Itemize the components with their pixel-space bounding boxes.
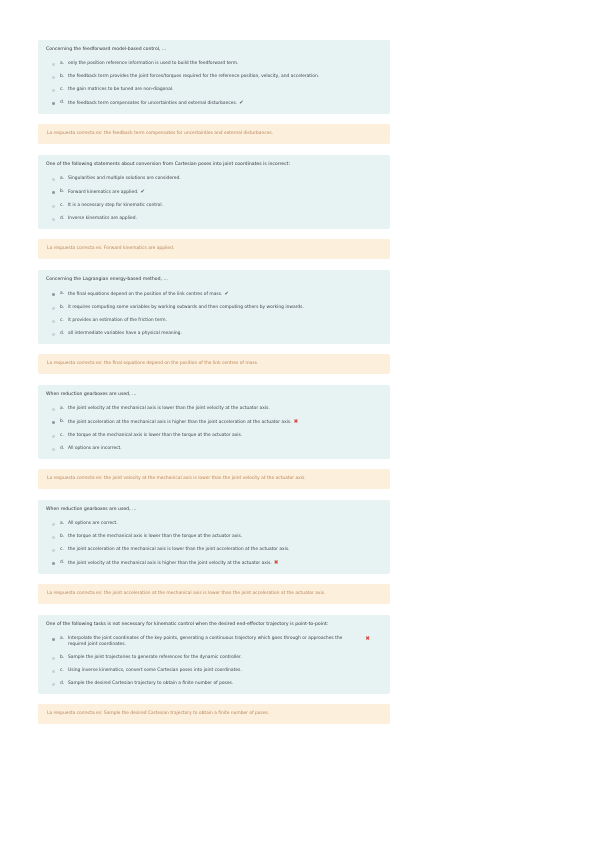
answer-option[interactable] [46,189,382,196]
radio-button[interactable] [52,683,55,686]
option-letter: d. [60,100,65,105]
option-letter: d. [60,446,65,451]
option-text: the feedback term compensates for uncertainties and external disturbances. [68,101,238,106]
incorrect-cross-icon: ✖ [293,419,299,425]
option-letter: a. [60,61,65,66]
answer-option[interactable] [46,681,382,687]
radio-button[interactable] [52,293,55,296]
answer-option[interactable] [46,521,382,527]
option-text: Inverse kinematics are applied. [68,216,137,221]
option-text: the joint acceleration at the mechanical axis is higher than the joint acceleration at the actuator axis. [68,420,292,425]
radio-button[interactable] [52,102,55,105]
correct-check-icon: ✔ [239,100,244,106]
answer-option[interactable] [46,668,382,674]
option-text: it provides an estimation of the friction term. [68,318,167,323]
radio-button[interactable] [52,448,55,451]
answer-option[interactable] [46,331,382,337]
option-text: the torque at the mechanical axis is lower than the torque at the actuator axis. [68,433,243,438]
answer-option[interactable] [46,100,382,107]
option-text: Singularities and multiple solutions are considered. [68,176,181,181]
option-letter: a. [60,406,65,411]
question-text: When reduction gearboxes are used, ... [46,392,137,397]
answer-option[interactable] [46,318,382,324]
option-text: the feedback term provides the joint forces/torques required for the reference position, velocity, and acceleration. [68,74,320,79]
radio-button[interactable] [52,549,55,552]
option-letter: b. [60,534,65,539]
quiz-review [38,40,390,735]
option-text: All options are incorrect. [68,446,122,451]
question-text: Concerning the feedforward model-based control, ... [46,47,167,52]
option-letter: b. [60,74,65,79]
correct-answer-feedback: La respuesta correcta es: the joint velocity at the mechanical axis is lower than the joint velocity at the actuator axis. [38,469,390,489]
answer-option[interactable] [46,216,382,222]
option-text: It is a necessary step for kinematic control. [68,203,163,208]
option-text: All options are correct. [68,521,118,526]
radio-button[interactable] [52,523,55,526]
question-card [38,385,390,459]
question-card [38,40,390,114]
option-letter: d. [60,331,65,336]
option-letter: c. [60,203,64,208]
answer-option[interactable] [46,547,382,553]
option-text: only the position reference information is used to build the feedforward term. [68,61,239,66]
answer-option[interactable] [46,534,382,540]
correct-answer-feedback: La respuesta correcta es: the feedback term compensates for uncertainties and external disturbances. [38,124,390,144]
radio-button[interactable] [52,320,55,323]
option-text: the joint velocity at the mechanical axis is lower than the joint velocity at the actuator axis. [68,406,270,411]
correct-answer-feedback: La respuesta correcta es: Sample the desired Cartesian trajectory to obtain a finite number of poses. [38,704,390,724]
radio-button[interactable] [52,218,55,221]
answer-option[interactable] [46,176,382,182]
option-letter: c. [60,547,64,552]
option-text: the final equations depend on the position of the link centres of mass. [68,292,223,297]
answer-option[interactable] [46,636,382,648]
question-card [38,500,390,574]
answer-option[interactable] [46,446,382,452]
radio-button[interactable] [52,89,55,92]
radio-button[interactable] [52,536,55,539]
radio-button[interactable] [52,657,55,660]
option-letter: a. [60,521,65,526]
radio-button[interactable] [52,421,55,424]
answer-option[interactable] [46,87,382,93]
option-text: Using inverse kinematics, convert some Cartesian poses into joint coordinates. [68,668,242,673]
option-text: it requires computing some variables by working outwards and then computing others by working inwards. [68,305,304,310]
option-letter: b. [60,655,65,660]
correct-answer-feedback: La respuesta correcta es: the final equations depend on the position of the link centres of mass. [38,354,390,374]
option-text: the gain matrices to be tuned are non-diagonal. [68,87,174,92]
option-letter: c. [60,668,64,673]
answer-option[interactable] [46,291,382,298]
option-letter: d. [60,681,65,686]
option-text: the torque at the mechanical axis is lower than the torque at the actuator axis. [68,534,243,539]
answer-option[interactable] [46,560,382,567]
correct-answer-feedback: La respuesta correcta es: the joint acceleration at the mechanical axis is lower than the joint acceleration at the actuator axis. [38,584,390,604]
correct-check-icon: ✔ [140,189,145,195]
option-letter: b. [60,305,65,310]
option-text: Interpolate the joint coordinates of the key points, generating a continuous trajectory which goes through or approaches the required joint coordinates. [68,636,343,647]
radio-button[interactable] [52,670,55,673]
radio-button[interactable] [52,435,55,438]
radio-button[interactable] [52,307,55,310]
radio-button[interactable] [52,333,55,336]
incorrect-cross-icon: ✖ [273,560,279,566]
answer-option[interactable] [46,419,382,426]
radio-button[interactable] [52,191,55,194]
radio-button[interactable] [52,76,55,79]
answer-option[interactable] [46,655,382,661]
question-card [38,270,390,344]
answer-option[interactable] [46,305,382,311]
radio-button[interactable] [52,408,55,411]
option-letter: d. [60,560,65,565]
option-letter: a. [60,291,65,296]
option-letter: b. [60,419,65,424]
answer-option[interactable] [46,433,382,439]
radio-button[interactable] [52,562,55,565]
option-text: Sample the joint trajectories to generate references for the dynamic controller. [68,655,242,660]
question-text: One of the following statements about conversion from Cartesian poses into joint coordinates is incorrect: [46,162,291,167]
option-text: the joint velocity at the mechanical axis is higher than the joint velocity at the actuator axis. [68,561,272,566]
option-letter: c. [60,318,64,323]
option-text: all intermediate variables have a physical meaning. [68,331,182,336]
question-card [38,155,390,229]
question-text: One of the following tasks is not necessary for kinematic control when the desired end-effector trajectory is point-to-point: [46,622,329,627]
question-card [38,615,390,694]
option-text: Forward kinematics are applied. [68,190,139,195]
option-letter: c. [60,433,64,438]
radio-button[interactable] [52,638,55,641]
radio-button[interactable] [52,178,55,181]
question-text: Concerning the Lagrangian energy-based method, ... [46,277,168,282]
incorrect-cross-icon: ✖ [365,636,370,642]
answer-option[interactable] [46,61,382,67]
radio-button[interactable] [52,63,55,66]
radio-button[interactable] [52,205,55,208]
question-text: When reduction gearboxes are used, ... [46,507,137,512]
answer-option[interactable] [46,203,382,209]
option-letter: a. [60,636,65,641]
option-text: Sample the desired Cartesian trajectory to obtain a finite number of poses. [68,681,234,686]
option-letter: b. [60,189,65,194]
option-text: the joint acceleration at the mechanical axis is lower than the joint acceleration at the actuator axis. [68,547,290,552]
option-letter: d. [60,216,65,221]
option-letter: c. [60,87,64,92]
answer-option[interactable] [46,74,382,80]
option-letter: a. [60,176,65,181]
correct-check-icon: ✔ [224,291,229,297]
answer-option[interactable] [46,406,382,412]
correct-answer-feedback: La respuesta correcta es: Forward kinematics are applied. [38,239,390,259]
